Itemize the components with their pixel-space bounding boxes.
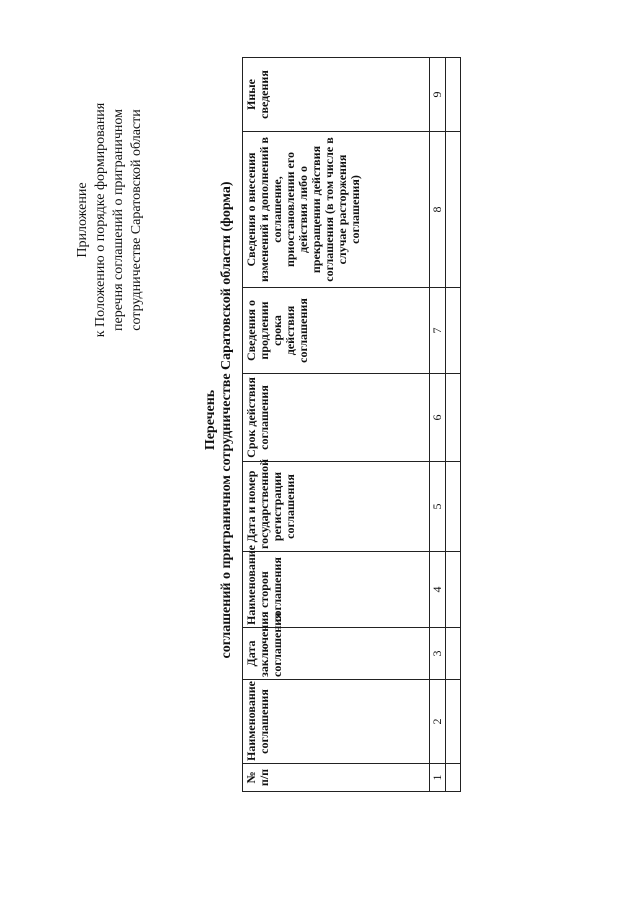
appendix-line: к Положению о порядке формирования [93,102,108,338]
header-cell-extension: Сведения о продлении срока действия соглашения [243,288,430,374]
number-cell: 2 [430,680,446,764]
header-cell-registration: Дата и номер государственной регистрации соглашения [243,462,430,552]
empty-cell [446,764,461,792]
header-cell-date: Дата заключения соглашения [243,628,430,680]
number-cell: 1 [430,764,446,792]
appendix-line: сотрудничестве Саратовской области [129,109,144,331]
empty-cell [446,462,461,552]
header-row [243,58,430,792]
rotated-sheet [60,40,480,800]
number-cell: 7 [430,288,446,374]
number-cell: 3 [430,628,446,680]
number-cell: 8 [430,132,446,288]
empty-cell [446,374,461,462]
appendix-note [74,60,146,380]
header-cell-changes: Сведения о внесения изменений и дополнений в соглашение, приостановлении его действия либо о прекращении действия соглашения (в том числе в случае расторжения соглашения) [243,132,430,288]
number-cell: 4 [430,552,446,628]
number-cell: 9 [430,58,446,132]
header-cell-term: Срок действия соглашения [243,374,430,462]
empty-cell [446,552,461,628]
empty-cell [446,680,461,764]
appendix-line: Приложение [75,182,90,258]
title-line-2: соглашений о приграничном сотрудничестве Саратовской области (форма) [219,181,234,659]
appendix-line: перечня соглашений о приграничном [111,109,126,332]
number-row [430,58,446,792]
document-title [203,40,235,800]
empty-cell [446,628,461,680]
number-cell: 5 [430,462,446,552]
header-cell-parties: Наименование сторон соглашения [243,552,430,628]
empty-cell [446,132,461,288]
number-cell: 6 [430,374,446,462]
title-line-1: Перечень [203,389,218,451]
header-cell-name: Наименование соглашения [243,680,430,764]
empty-cell [446,288,461,374]
header-cell-other: Иные сведения [243,58,430,132]
empty-cell [446,58,461,132]
agreements-table [242,57,461,792]
header-cell-num: № п/п [243,764,430,792]
empty-row [446,58,461,792]
